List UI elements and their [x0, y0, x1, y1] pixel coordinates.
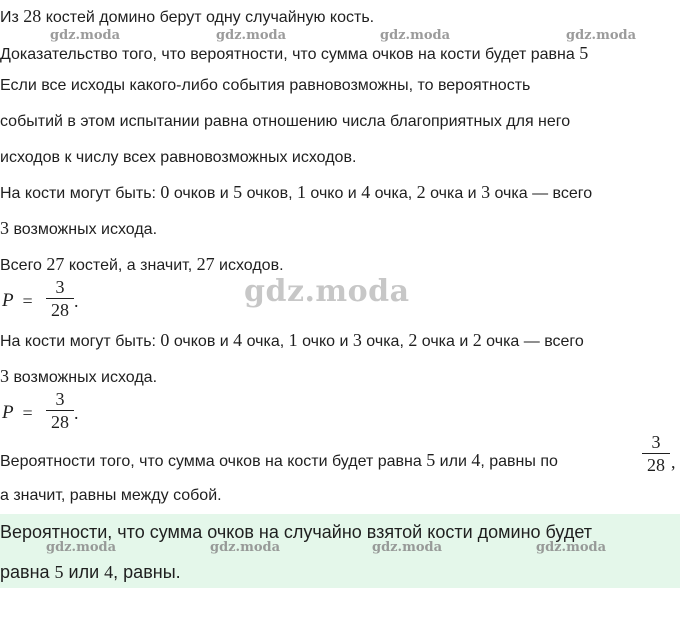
prove-text: Доказательство того, что вероятности, что сумма очков на кости будет равна	[0, 46, 580, 63]
number: 5	[233, 182, 243, 202]
text: очков и	[169, 333, 234, 350]
probability-formula-2	[0, 389, 680, 447]
variable: P	[2, 290, 14, 311]
watermark: gdz.moda	[380, 28, 451, 43]
number: 3	[481, 182, 491, 202]
text: или	[63, 562, 105, 582]
period: .	[74, 403, 79, 423]
number: 3	[352, 330, 362, 350]
prove-number: 5	[579, 43, 589, 63]
text: очков и	[169, 185, 234, 202]
case-sum-4-line-1	[0, 330, 680, 352]
text: очков,	[242, 185, 297, 202]
text: Вероятности того, что сумма очков на кости будет равна	[0, 453, 427, 470]
text: очка,	[370, 185, 417, 202]
conclusion-line-2: а значит, равны между собой.	[0, 487, 222, 504]
fraction-bar	[642, 453, 670, 454]
text: или	[435, 453, 472, 470]
number: 2	[472, 330, 482, 350]
number: 3	[0, 366, 9, 386]
text: очка,	[361, 333, 409, 350]
case-sum-4-line-2	[0, 366, 680, 388]
conclusion-comma: ,	[671, 452, 676, 472]
text: очко и	[305, 185, 362, 202]
number: 4	[361, 182, 371, 202]
watermark: gdz.moda	[566, 28, 637, 43]
watermark: gdz.moda	[210, 540, 281, 555]
denominator: 28	[51, 300, 69, 320]
number: 3	[0, 218, 9, 238]
text: На кости могут быть:	[0, 333, 161, 350]
number: 0	[160, 182, 170, 202]
number: 0	[160, 330, 170, 350]
number: 2	[416, 182, 426, 202]
case-sum-5-line-1	[0, 182, 680, 204]
equals: =	[18, 291, 38, 311]
text: равна	[0, 562, 55, 582]
text: На кости могут быть:	[0, 185, 161, 202]
watermark-large: gdz.moda	[244, 274, 410, 309]
number: 2	[408, 330, 418, 350]
fraction-bar	[46, 410, 74, 411]
text: очка,	[242, 333, 289, 350]
numerator: 3	[55, 389, 65, 409]
fraction-bar	[46, 298, 74, 299]
watermark: gdz.moda	[372, 540, 443, 555]
text: исходов.	[214, 257, 284, 274]
text: очка — всего	[490, 185, 593, 202]
conclusion-line-1	[0, 450, 680, 472]
theory-line-1: Если все исходы какого-либо события равновозможны, то вероятность	[0, 77, 531, 94]
denominator: 28	[647, 455, 665, 475]
theory-line-2: событий в этом испытании равна отношению числа благоприятных для него	[0, 113, 571, 130]
text: , равны.	[113, 562, 181, 582]
statement-before: Из	[0, 9, 24, 26]
watermark: gdz.moda	[50, 28, 121, 43]
probability-formula-1	[0, 277, 680, 333]
conclusion-fraction	[642, 432, 670, 475]
theory-line-3: исходов к числу всех равновозможных исходов.	[0, 149, 357, 166]
numerator: 3	[651, 432, 661, 452]
watermark: gdz.moda	[536, 540, 607, 555]
period: .	[74, 291, 79, 311]
number: 4	[104, 562, 114, 582]
text: возможных исхода.	[9, 221, 158, 238]
text: очка и	[417, 333, 473, 350]
number: 27	[46, 254, 65, 274]
answer-line-1: Вероятности, что сумма очков на случайно взятой кости домино будет	[0, 522, 592, 542]
numerator: 3	[55, 277, 65, 297]
number: 5	[426, 450, 436, 470]
equals: =	[18, 403, 38, 423]
watermark: gdz.moda	[216, 28, 287, 43]
statement-after: костей домино берут одну случайную кость.	[41, 9, 375, 26]
answer-line-2	[0, 561, 181, 583]
prove-statement	[0, 43, 680, 65]
text: очка — всего	[481, 333, 584, 350]
number: 4	[471, 450, 481, 470]
number: 4	[233, 330, 243, 350]
number: 27	[196, 254, 215, 274]
variable: P	[2, 402, 14, 423]
number: 5	[54, 562, 64, 582]
number: 1	[296, 182, 306, 202]
text: костей, а значит,	[64, 257, 197, 274]
total-line	[0, 254, 680, 276]
denominator: 28	[51, 412, 69, 432]
text: очка и	[425, 185, 482, 202]
text: возможных исхода.	[9, 369, 158, 386]
statement-number: 28	[23, 6, 42, 26]
watermark: gdz.moda	[46, 540, 117, 555]
fraction	[46, 277, 74, 320]
case-sum-5-line-2	[0, 218, 680, 240]
text: очко и	[297, 333, 353, 350]
number: 1	[288, 330, 298, 350]
text: , равны по	[480, 453, 558, 470]
text: Всего	[0, 257, 47, 274]
fraction	[46, 389, 74, 432]
problem-statement	[0, 6, 680, 28]
